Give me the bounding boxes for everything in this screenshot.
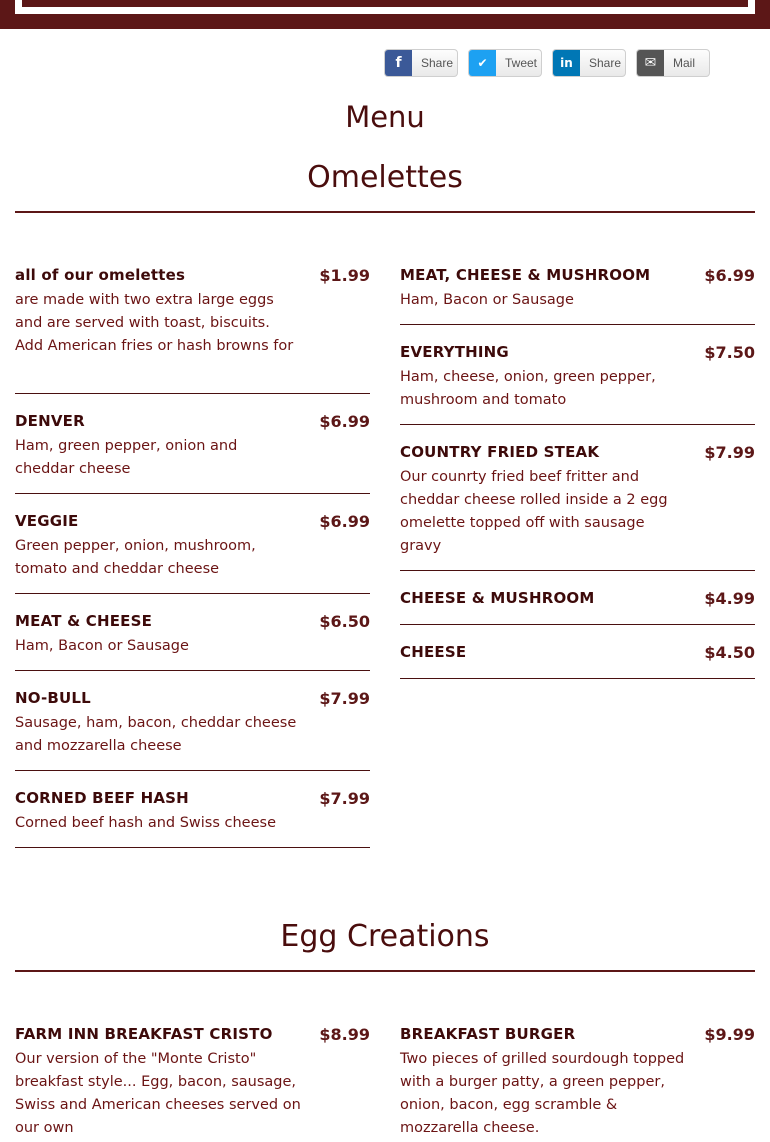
menu-item	[15, 789, 370, 848]
section-divider	[15, 211, 755, 213]
menu-item-price: $6.99	[319, 512, 370, 531]
menu-item	[15, 412, 370, 494]
menu-item-price: $6.99	[319, 412, 370, 431]
menu-item	[15, 612, 370, 671]
menu-item-price: $7.99	[319, 689, 370, 708]
menu-item	[15, 512, 370, 594]
menu-item-price: $8.99	[319, 1025, 370, 1044]
menu-item-description: Ham, Bacon or Sausage	[400, 292, 574, 308]
mail-icon: ✉	[637, 50, 664, 76]
menu-item	[15, 1025, 370, 1142]
menu-item	[400, 1025, 755, 1142]
menu-item	[15, 266, 370, 394]
header-band	[0, 0, 770, 29]
menu-item-name: all of our omelettes	[15, 266, 186, 284]
menu-item-price: $9.99	[704, 1025, 755, 1044]
menu-item-name: DENVER	[15, 412, 85, 430]
menu-item-price: $7.99	[319, 789, 370, 808]
section-title-omelettes: Omelettes	[307, 160, 463, 195]
menu-item	[400, 589, 755, 625]
menu-item-price: $4.50	[704, 643, 755, 662]
twitter-share-button[interactable]	[468, 49, 542, 77]
page-title: Menu	[345, 100, 425, 134]
menu-item-name: CHEESE	[400, 643, 467, 661]
menu-item-price: $4.99	[704, 589, 755, 608]
mail-share-button[interactable]	[636, 49, 710, 77]
share-button-label: Tweet	[505, 56, 538, 70]
menu-item-description: Our counrty fried beef fritter and cheddar cheese rolled inside a 2 egg omelette topped off with sausage gravy	[400, 469, 668, 554]
section-title-egg-creations: Egg Creations	[280, 919, 490, 954]
menu-item	[400, 343, 755, 425]
facebook-share-button[interactable]	[384, 49, 458, 77]
menu-item-description: Ham, cheese, onion, green pepper, mushroom and tomato	[400, 369, 656, 408]
share-bar	[0, 49, 770, 77]
menu-item-description: Our version of the "Monte Cristo" breakfast style... Egg, bacon, sausage, Swiss and American cheeses served on our own	[15, 1051, 301, 1136]
menu-item-price: $6.99	[704, 266, 755, 285]
facebook-icon: f	[385, 50, 412, 76]
menu-item-name: FARM INN BREAKFAST CRISTO	[15, 1025, 273, 1043]
menu-item-price: $1.99	[319, 266, 370, 285]
share-button-label: Share	[589, 56, 622, 70]
linkedin-share-button[interactable]	[552, 49, 626, 77]
twitter-icon: ✔	[469, 50, 496, 76]
menu-item-name: CORNED BEEF HASH	[15, 789, 189, 807]
menu-item-name: NO-BULL	[15, 689, 91, 707]
menu-item	[15, 689, 370, 771]
menu-item-name: MEAT & CHEESE	[15, 612, 153, 630]
menu-item-name: VEGGIE	[15, 512, 79, 530]
menu-item-price: $7.99	[704, 443, 755, 462]
menu-item-description: are made with two extra large eggs and are served with toast, biscuits. Add American fries or hash browns for	[15, 292, 294, 354]
share-button-label: Share	[421, 56, 454, 70]
section-divider	[15, 970, 755, 972]
header-bar	[22, 0, 748, 7]
menu-item-name: CHEESE & MUSHROOM	[400, 589, 595, 607]
menu-item-description: Corned beef hash and Swiss cheese	[15, 815, 276, 831]
header-frame	[15, 0, 755, 14]
menu-item-description: Sausage, ham, bacon, cheddar cheese and mozzarella cheese	[15, 715, 297, 754]
menu-item	[400, 643, 755, 679]
menu-item	[400, 443, 755, 571]
linkedin-icon: in	[553, 50, 580, 76]
menu-item-description: Ham, Bacon or Sausage	[15, 638, 189, 654]
menu-item-description: Green pepper, onion, mushroom, tomato and cheddar cheese	[15, 538, 256, 577]
menu-item-description: Ham, green pepper, onion and cheddar cheese	[15, 438, 238, 477]
share-button-label: Mail	[673, 56, 696, 70]
menu-item-name: BREAKFAST BURGER	[400, 1025, 576, 1043]
menu-item-price: $7.50	[704, 343, 755, 362]
menu-item-description: Two pieces of grilled sourdough topped with a burger patty, a green pepper, onion, bacon, egg scramble & mozzarella cheese.	[400, 1051, 685, 1136]
menu-item	[400, 266, 755, 325]
menu-item-name: MEAT, CHEESE & MUSHROOM	[400, 266, 651, 284]
menu-item-name: COUNTRY FRIED STEAK	[400, 443, 600, 461]
menu-item-name: EVERYTHING	[400, 343, 509, 361]
menu-item-price: $6.50	[319, 612, 370, 631]
